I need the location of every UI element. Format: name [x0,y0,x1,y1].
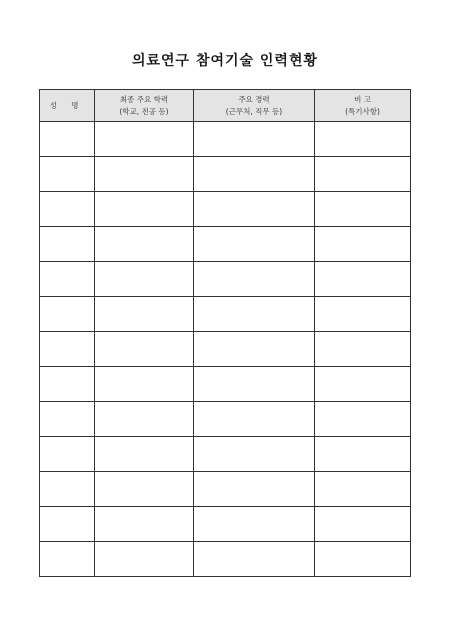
cell-remarks[interactable] [315,297,411,332]
header-career [194,90,315,122]
table-row [40,402,411,437]
cell-remarks[interactable] [315,507,411,542]
cell-name[interactable] [40,507,95,542]
cell-remarks[interactable] [315,402,411,437]
cell-remarks[interactable] [315,437,411,472]
cell-career[interactable] [194,297,315,332]
header-career-sublabel: (근무처, 직무 등) [225,106,283,116]
cell-remarks[interactable] [315,367,411,402]
cell-name[interactable] [40,402,95,437]
cell-education[interactable] [95,192,194,227]
header-remarks-sublabel: (특기사항) [345,106,380,116]
table-row [40,192,411,227]
table-header-row [40,90,411,122]
cell-name[interactable] [40,262,95,297]
cell-career[interactable] [194,542,315,577]
cell-education[interactable] [95,157,194,192]
cell-education[interactable] [95,507,194,542]
table-row [40,297,411,332]
cell-education[interactable] [95,437,194,472]
table-row [40,332,411,367]
cell-career[interactable] [194,402,315,437]
header-remarks-label: 비 고 [354,94,371,104]
cell-career[interactable] [194,192,315,227]
cell-remarks[interactable] [315,472,411,507]
header-education-label: 최종 주요 학력 [119,94,169,104]
header-education-sublabel: (학교, 전공 등) [119,106,169,116]
cell-education[interactable] [95,122,194,157]
cell-name[interactable] [40,367,95,402]
cell-career[interactable] [194,262,315,297]
table-row [40,122,411,157]
cell-education[interactable] [95,402,194,437]
cell-career[interactable] [194,157,315,192]
cell-remarks[interactable] [315,227,411,262]
table-row [40,227,411,262]
cell-career[interactable] [194,472,315,507]
header-career-label: 주요 경력 [238,94,270,104]
header-education [95,90,194,122]
cell-remarks[interactable] [315,192,411,227]
cell-remarks[interactable] [315,262,411,297]
header-name-label: 성 명 [49,100,85,110]
table-row [40,367,411,402]
cell-remarks[interactable] [315,157,411,192]
table-body [40,122,411,577]
cell-name[interactable] [40,472,95,507]
cell-career[interactable] [194,437,315,472]
cell-career[interactable] [194,507,315,542]
document-title: 의료연구 참여기술 인력현황 [131,53,319,69]
cell-education[interactable] [95,367,194,402]
cell-education[interactable] [95,227,194,262]
cell-remarks[interactable] [315,122,411,157]
cell-education[interactable] [95,297,194,332]
cell-education[interactable] [95,262,194,297]
table-row [40,437,411,472]
cell-name[interactable] [40,542,95,577]
cell-career[interactable] [194,367,315,402]
table-row [40,157,411,192]
table-row [40,472,411,507]
table-row [40,542,411,577]
cell-name[interactable] [40,297,95,332]
personnel-table [39,89,411,577]
cell-career[interactable] [194,122,315,157]
cell-name[interactable] [40,122,95,157]
cell-education[interactable] [95,542,194,577]
cell-remarks[interactable] [315,542,411,577]
cell-name[interactable] [40,192,95,227]
cell-name[interactable] [40,227,95,262]
cell-career[interactable] [194,227,315,262]
cell-name[interactable] [40,157,95,192]
cell-name[interactable] [40,332,95,367]
cell-career[interactable] [194,332,315,367]
cell-remarks[interactable] [315,332,411,367]
header-remarks [315,90,411,122]
cell-education[interactable] [95,472,194,507]
table-row [40,262,411,297]
cell-education[interactable] [95,332,194,367]
header-name [40,90,95,122]
table-row [40,507,411,542]
cell-name[interactable] [40,437,95,472]
